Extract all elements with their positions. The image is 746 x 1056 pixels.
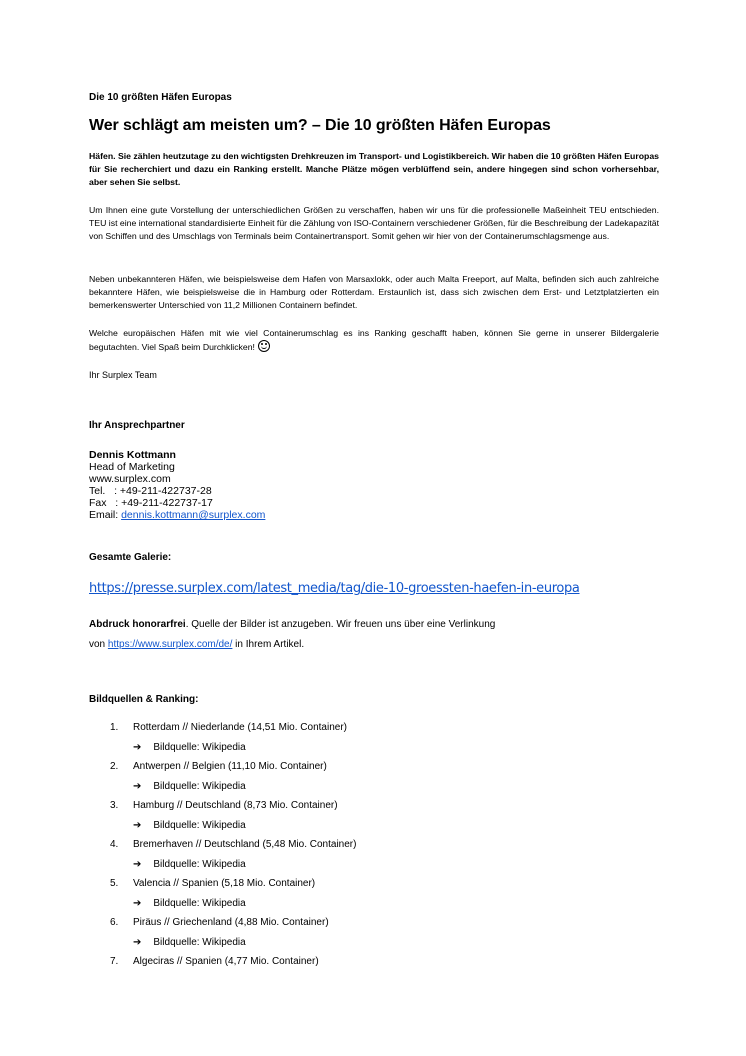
ranking-source [133, 859, 246, 870]
ranking-item [89, 795, 649, 834]
arrow-right-icon: ➔ [133, 741, 142, 753]
ranking-port: Valencia // Spanien (5,18 Mio. Container) [133, 878, 316, 889]
ranking-list [89, 717, 649, 990]
ranking-source-text: Bildquelle: Wikipedia [153, 897, 246, 909]
document-title: Die 10 größten Häfen Europas [89, 92, 232, 103]
ranking-source-text: Bildquelle: Wikipedia [153, 819, 246, 831]
ranking-heading: Bildquellen & Ranking: [89, 694, 199, 705]
ranking-source-text: Bildquelle: Wikipedia [153, 936, 246, 948]
ranking-item [89, 873, 649, 912]
ranking-source [133, 742, 246, 753]
arrow-right-icon: ➔ [133, 936, 142, 948]
ranking-item [89, 834, 649, 873]
ranking-port: Algeciras // Spanien (4,77 Mio. Container) [133, 956, 319, 967]
reprint-text-2-pre: von [89, 639, 108, 650]
ranking-source [133, 937, 246, 948]
reprint-line-2 [89, 635, 649, 655]
ranking-source [133, 781, 246, 792]
arrow-right-icon: ➔ [133, 897, 142, 909]
contact-heading: Ihr Ansprechpartner [89, 420, 185, 431]
ranking-number: 5. [110, 878, 119, 889]
ranking-source [133, 820, 246, 831]
contact-fax: Fax : +49-211-422737-17 [89, 497, 213, 509]
ranking-port: Piräus // Griechenland (4,88 Mio. Container) [133, 917, 329, 928]
ranking-item [89, 951, 649, 990]
ranking-source-text: Bildquelle: Wikipedia [153, 780, 246, 792]
contact-email-label: Email: [89, 509, 122, 521]
ranking-number: 6. [110, 917, 119, 928]
contact-name: Dennis Kottmann [89, 449, 176, 461]
ranking-number: 4. [110, 839, 119, 850]
reprint-line-1 [89, 615, 649, 635]
ranking-source [133, 898, 246, 909]
ranking-number: 3. [110, 800, 119, 811]
reprint-bold: Abdruck honorarfrei [89, 619, 186, 630]
paragraph-ports: Neben unbekannteren Häfen, wie beispielsweise dem Hafen von Marsaxlokk, oder auch Malta Freeport, auf Malta, befinden sich auch zahlreiche bekanntere Häfen, wie beispielsweise die in Hamburg oder Rotterdam. Erstaunlich ist, dass sich zwischen dem Erst- und Letztplatzierten ein bemerkenswerter Unterschied von 11,2 Millionen Containern befindet. [89, 274, 659, 310]
ranking-item [89, 717, 649, 756]
team-signature: Ihr Surplex Team [89, 370, 157, 380]
arrow-right-icon: ➔ [133, 858, 142, 870]
ranking-port: Antwerpen // Belgien (11,10 Mio. Container) [133, 761, 327, 772]
gallery-heading: Gesamte Galerie: [89, 552, 172, 563]
headline: Wer schlägt am meisten um? – Die 10 größten Häfen Europas [89, 117, 551, 134]
ranking-source-text: Bildquelle: Wikipedia [153, 858, 246, 870]
ranking-item [89, 756, 649, 795]
ranking-number: 2. [110, 761, 119, 772]
ranking-port: Hamburg // Deutschland (8,73 Mio. Container) [133, 800, 338, 811]
ranking-number: 7. [110, 956, 119, 967]
ranking-port: Bremerhaven // Deutschland (5,48 Mio. Container) [133, 839, 357, 850]
paragraph-gallery-text: Welche europäischen Häfen mit wie viel Containerumschlag es ins Ranking geschafft haben, können Sie gerne in unserer Bildergalerie begutachten. Viel Spaß beim Durchklicken! [89, 328, 659, 352]
arrow-right-icon: ➔ [133, 780, 142, 792]
gallery-link[interactable]: https://presse.surplex.com/latest_media/tag/die-10-groessten-haefen-in-europa [89, 581, 580, 596]
contact-tel: Tel. : +49-211-422737-28 [89, 485, 212, 497]
reprint-note [89, 615, 649, 655]
reprint-text-2-post: in Ihrem Artikel. [232, 639, 305, 650]
reprint-text-1: . Quelle der Bilder ist anzugeben. Wir freuen uns über eine Verlinkung [185, 619, 496, 630]
lead-paragraph: Häfen. Sie zählen heutzutage zu den wichtigsten Drehkreuzen im Transport- und Logistikbereich. Wir haben die 10 größten Häfen Europas für Sie recherchiert und dazu ein Ranking erstellt. Manche Plätze mögen verblüffend sein, andere hingegen sind schon vorhersehbar, aber sehen Sie selbst. [89, 151, 660, 187]
contact-role: Head of Marketing [89, 461, 175, 473]
contact-email-row [89, 509, 265, 521]
ranking-number: 1. [110, 722, 119, 733]
ranking-source-text: Bildquelle: Wikipedia [153, 741, 246, 753]
contact-email-link[interactable]: dennis.kottmann@surplex.com [121, 509, 266, 521]
ranking-port: Rotterdam // Niederlande (14,51 Mio. Container) [133, 722, 347, 733]
ranking-item [89, 912, 649, 951]
contact-website: www.surplex.com [89, 473, 171, 485]
paragraph-teu: Um Ihnen eine gute Vorstellung der unterschiedlichen Größen zu verschaffen, haben wir uns für die professionelle Maßeinheit TEU entschieden. TEU ist eine international standardisierte Einheit für die Zählung von ISO-Containern verschiedener Größen, für die Beschreibung der Ladekapazität von Schiffen und des Umschlags von Terminals beim Containertransport. Somit gehen wir hier von der Containerumschlagsmenge aus. [89, 205, 659, 241]
arrow-right-icon: ➔ [133, 819, 142, 831]
smiley-icon [258, 340, 270, 352]
contact-block [89, 449, 265, 521]
paragraph-gallery-invite [89, 327, 659, 354]
surplex-link[interactable]: https://www.surplex.com/de/ [107, 639, 233, 650]
